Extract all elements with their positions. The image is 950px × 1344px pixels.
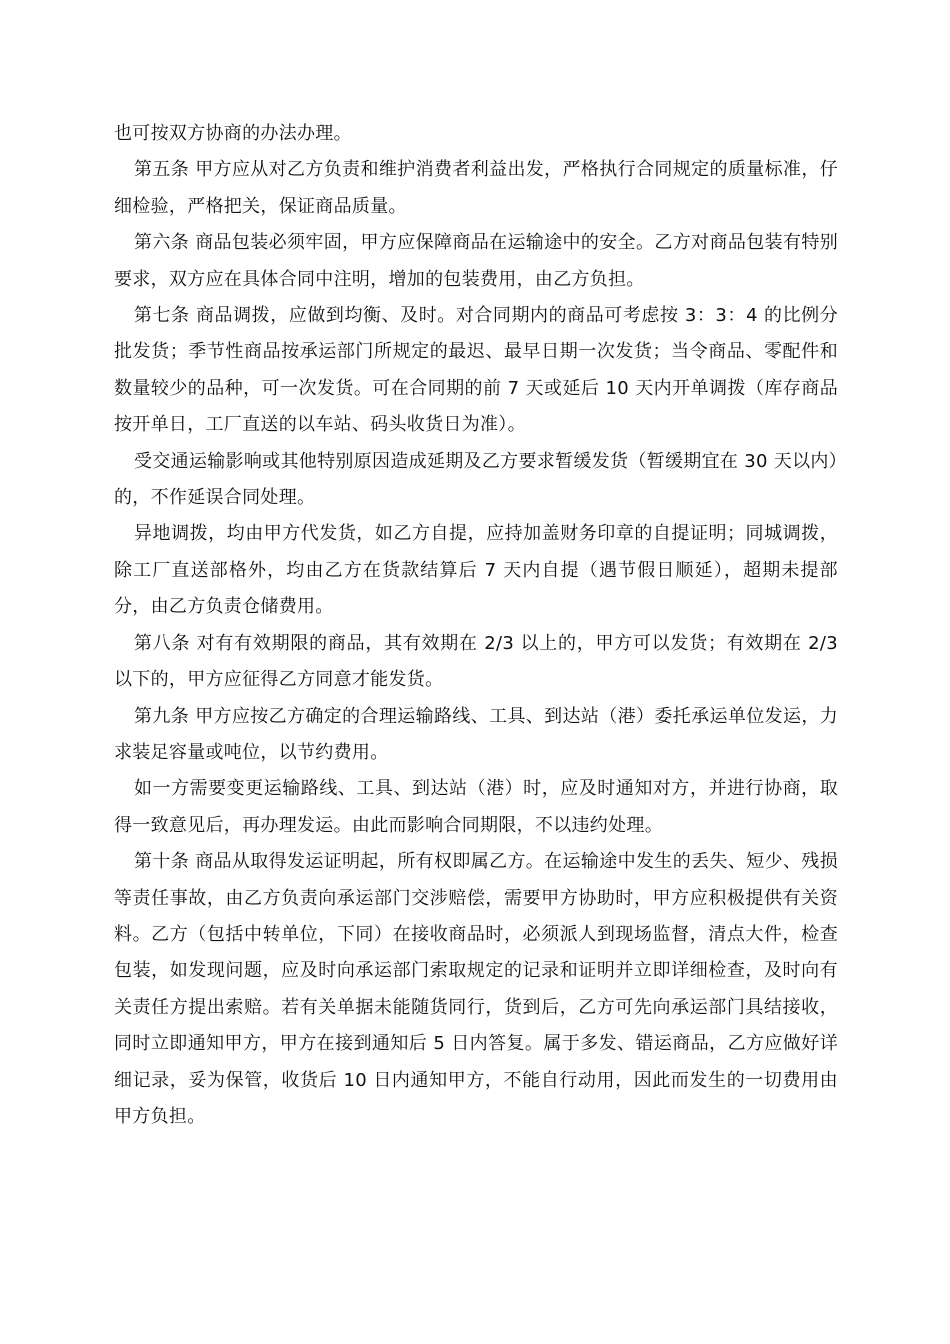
- contract-body: [114, 116, 838, 1135]
- paragraph-route-change: 如一方需要变更运输路线、工具、到达站（港）时，应及时通知对方，并进行协商，取得一致意见后，再办理发运。由此而影响合同期限，不以违约处理。: [114, 778, 838, 836]
- paragraph-article-7: 第七条 商品调拨，应做到均衡、及时。对合同期内的商品可考虑按 3：3：4 的比例分批发货；季节性商品按承运部门所规定的最迟、最早日期一次发货；当令商品、零配件和数量较少的品种，可一次发货。可在合同期的前 7 天或延后 10 天内开单调拨（库存商品按开单日，工厂直送的以车站、码头收货日为准）。: [114, 305, 838, 436]
- paragraph-article-6: 第六条 商品包装必须牢固，甲方应保障商品在运输途中的安全。乙方对商品包装有特别要求，双方应在具体合同中注明，增加的包装费用，由乙方负担。: [114, 232, 838, 290]
- paragraph-delay-clause: 受交通运输影响或其他特别原因造成延期及乙方要求暂缓发货（暂缓期宜在 30 天以内）的，不作延误合同处理。: [114, 450, 838, 509]
- paragraph-article-5: 第五条 甲方应从对乙方负责和维护消费者利益出发，严格执行合同规定的质量标准，仔细检验，严格把关，保证商品质量。: [114, 159, 838, 217]
- paragraph-remote-allocation: 异地调拨，均由甲方代发货，如乙方自提，应持加盖财务印章的自提证明；同城调拨，除工厂直送部格外，均由乙方在货款结算后 7 天内自提（遇节假日顺延），超期未提部分，由乙方负责仓储费用。: [114, 523, 838, 618]
- paragraph-article-10: 第十条 商品从取得发运证明起，所有权即属乙方。在运输途中发生的丢失、短少、残损等责任事故，由乙方负责向承运部门交涉赔偿，需要甲方协助时，甲方应积极提供有关资料。乙方（包括中转单位，下同）在接收商品时，必须派人到现场监督，清点大件，检查包装，如发现问题，应及时向承运部门索取规定的记录和证明并立即详细检查，及时向有关责任方提出索赔。若有关单据未能随货同行，货到后，乙方可先向承运部门具结接收，同时立即通知甲方，甲方在接到通知后 5 日内答复。属于多发、错运商品，乙方应做好详细记录，妥为保管，收货后 10 日内通知甲方，不能自行动用，因此而发生的一切费用由甲方负担。: [114, 851, 838, 1127]
- paragraph-article-9: 第九条 甲方应按乙方确定的合理运输路线、工具、到达站（港）委托承运单位发运，力求装足容量或吨位，以节约费用。: [114, 705, 838, 763]
- paragraph-article-8: 第八条 对有有效期限的商品，其有效期在 2/3 以上的，甲方可以发货；有效期在 2/3 以下的，甲方应征得乙方同意才能发货。: [114, 632, 838, 691]
- paragraph-continuation: 也可按双方协商的办法办理。: [114, 123, 352, 144]
